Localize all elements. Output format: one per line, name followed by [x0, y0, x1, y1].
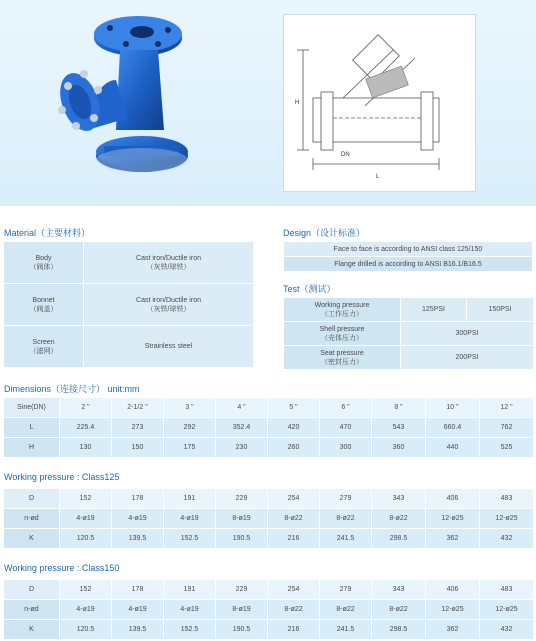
table-cell: 4-ø19: [112, 509, 164, 529]
table-cell: 12 ": [480, 398, 534, 418]
table-cell: 150: [112, 438, 164, 458]
table-cell: 406: [426, 580, 480, 600]
table-cell: 362: [426, 529, 480, 549]
table-cell: 229: [216, 489, 268, 509]
material-label-cn: （阀体）: [29, 263, 58, 271]
test-row-shell: [284, 322, 534, 346]
table-cell: 420: [268, 418, 320, 438]
table-cell: 660.4: [426, 418, 480, 438]
design-table: [283, 241, 533, 272]
table-cell: 432: [480, 529, 534, 549]
table-cell: 2-1/2 ": [112, 398, 164, 418]
test-value-125: 125PSI: [401, 298, 467, 322]
table-cell: 216: [268, 620, 320, 640]
test-row-seat: [284, 346, 534, 370]
table-cell: 12-ø25: [480, 509, 534, 529]
table-cell: 343: [372, 580, 426, 600]
table-cell: 2 ": [60, 398, 112, 418]
row-header-cell: n-ød: [4, 509, 60, 529]
table-cell: 152.5: [164, 620, 216, 640]
class150-title: Working pressure : Class150: [4, 563, 120, 573]
table-cell: 191: [164, 489, 216, 509]
row-header-cell: D: [4, 489, 60, 509]
table-cell: 178: [112, 580, 164, 600]
drawing-label-l: L: [376, 174, 380, 180]
material-label: Screen: [32, 338, 55, 346]
row-header-cell: K: [4, 620, 60, 640]
table-row: [4, 489, 534, 509]
material-row-screen: [4, 326, 254, 368]
table-cell: 4 ": [216, 398, 268, 418]
test-label-cn: （密封压力）: [321, 358, 363, 366]
table-cell: 4-ø19: [164, 600, 216, 620]
table-cell: 4-ø19: [60, 600, 112, 620]
table-cell: 298.5: [372, 620, 426, 640]
y-strainer-photo: [46, 10, 206, 180]
test-label-cn: （壳体压力）: [321, 334, 363, 342]
table-cell: 241.5: [320, 529, 372, 549]
drawing-label-h: H: [295, 100, 300, 106]
table-cell: 360: [372, 438, 426, 458]
table-cell: 525: [480, 438, 534, 458]
dimensions-title: Dimensions（连接尺寸） unit:mm: [4, 384, 140, 394]
material-title: Material（主要材料）: [4, 228, 91, 238]
material-value-cn: （灰铁/球铁）: [146, 305, 191, 313]
test-value: 300PSI: [401, 322, 534, 346]
table-cell: 216: [268, 529, 320, 549]
table-cell: 8-ø22: [372, 600, 426, 620]
table-cell: 8-ø22: [268, 600, 320, 620]
design-row: Face to face is according to ANSI class 125/150: [284, 242, 533, 257]
material-value: Cast iron/Ductile iron: [136, 296, 201, 304]
table-cell: 343: [372, 489, 426, 509]
material-value: Strainless steel: [144, 343, 193, 350]
table-cell: 152: [60, 489, 112, 509]
table-cell: 432: [480, 620, 534, 640]
row-header-cell: D: [4, 580, 60, 600]
dimension-drawing-svg: [283, 14, 474, 190]
design-row: Flange drilled is according to ANSI B16.1/B16.5: [284, 257, 533, 272]
table-row: [4, 620, 534, 640]
table-cell: 273: [112, 418, 164, 438]
table-cell: 8-ø22: [320, 509, 372, 529]
table-cell: 12-ø25: [480, 600, 534, 620]
class125-table: [3, 488, 534, 549]
table-cell: 440: [426, 438, 480, 458]
material-table: [3, 241, 254, 368]
material-label-cn: （滤网）: [29, 347, 58, 355]
drawing-label-dn: DN: [341, 152, 350, 158]
table-cell: 241.5: [320, 620, 372, 640]
table-cell: 762: [480, 418, 534, 438]
table-cell: 6 ": [320, 398, 372, 418]
table-cell: 139.5: [112, 529, 164, 549]
test-row-working: [284, 298, 534, 322]
test-label-cn: （工作压力）: [321, 310, 363, 318]
class150-table: [3, 579, 534, 640]
table-cell: 254: [268, 489, 320, 509]
table-cell: 12-ø25: [426, 509, 480, 529]
table-cell: 120.5: [60, 620, 112, 640]
design-title: Design（设计标准）: [283, 228, 366, 238]
test-value-150: 150PSI: [467, 298, 534, 322]
table-cell: 362: [426, 620, 480, 640]
material-value-cn: （灰铁/球铁）: [146, 263, 191, 271]
table-cell: 175: [164, 438, 216, 458]
table-cell: 190.5: [216, 620, 268, 640]
test-title: Test（测试）: [283, 284, 336, 294]
table-cell: 120.5: [60, 529, 112, 549]
material-value: Cast iron/Ductile iron: [136, 254, 201, 262]
table-cell: 483: [480, 580, 534, 600]
table-cell: 8-ø19: [216, 509, 268, 529]
material-label-cn: （阀盖）: [29, 305, 58, 313]
table-cell: 298.5: [372, 529, 426, 549]
material-row-body: [4, 242, 254, 284]
table-cell: 4-ø19: [112, 600, 164, 620]
table-row: [4, 600, 534, 620]
table-cell: 10 ": [426, 398, 480, 418]
table-row: [4, 418, 534, 438]
table-cell: 230: [216, 438, 268, 458]
table-cell: 152.5: [164, 529, 216, 549]
row-header-cell: L: [4, 418, 60, 438]
table-cell: 470: [320, 418, 372, 438]
table-cell: 12-ø25: [426, 600, 480, 620]
table-cell: 279: [320, 489, 372, 509]
table-row: [4, 509, 534, 529]
table-cell: 178: [112, 489, 164, 509]
row-header-cell: n-ød: [4, 600, 60, 620]
table-cell: 292: [164, 418, 216, 438]
table-cell: 191: [164, 580, 216, 600]
table-row: [4, 580, 534, 600]
table-cell: 152: [60, 580, 112, 600]
test-label: Seat pressure: [320, 349, 364, 357]
test-label: Working pressure: [314, 301, 370, 309]
test-table: [283, 297, 534, 370]
table-cell: 8 ": [372, 398, 426, 418]
test-label: Shell pressure: [319, 325, 365, 333]
table-cell: 352.4: [216, 418, 268, 438]
table-cell: 8-ø22: [372, 509, 426, 529]
table-cell: 4-ø19: [60, 509, 112, 529]
table-cell: 279: [320, 580, 372, 600]
table-cell: 229: [216, 580, 268, 600]
table-cell: 260: [268, 438, 320, 458]
table-cell: 300: [320, 438, 372, 458]
table-cell: 4-ø19: [164, 509, 216, 529]
table-cell: 225.4: [60, 418, 112, 438]
table-row: [4, 398, 534, 418]
table-cell: 483: [480, 489, 534, 509]
row-header-cell: H: [4, 438, 60, 458]
table-row: [4, 529, 534, 549]
row-header-cell: Sine(DN): [4, 398, 60, 418]
test-value: 200PSI: [401, 346, 534, 370]
dimensions-table: [3, 397, 534, 458]
table-cell: 8-ø19: [216, 600, 268, 620]
table-cell: 406: [426, 489, 480, 509]
table-cell: 254: [268, 580, 320, 600]
table-cell: 130: [60, 438, 112, 458]
table-cell: 139.5: [112, 620, 164, 640]
class125-title: Working pressure : Class125: [4, 472, 120, 482]
table-cell: 3 ": [164, 398, 216, 418]
material-row-bonnet: [4, 284, 254, 326]
table-cell: 8-ø22: [320, 600, 372, 620]
table-cell: 8-ø22: [268, 509, 320, 529]
table-cell: 190.5: [216, 529, 268, 549]
table-cell: 543: [372, 418, 426, 438]
row-header-cell: K: [4, 529, 60, 549]
material-label: Body: [35, 254, 52, 262]
table-cell: 5 ": [268, 398, 320, 418]
table-row: [4, 438, 534, 458]
material-label: Bonnet: [32, 296, 55, 304]
